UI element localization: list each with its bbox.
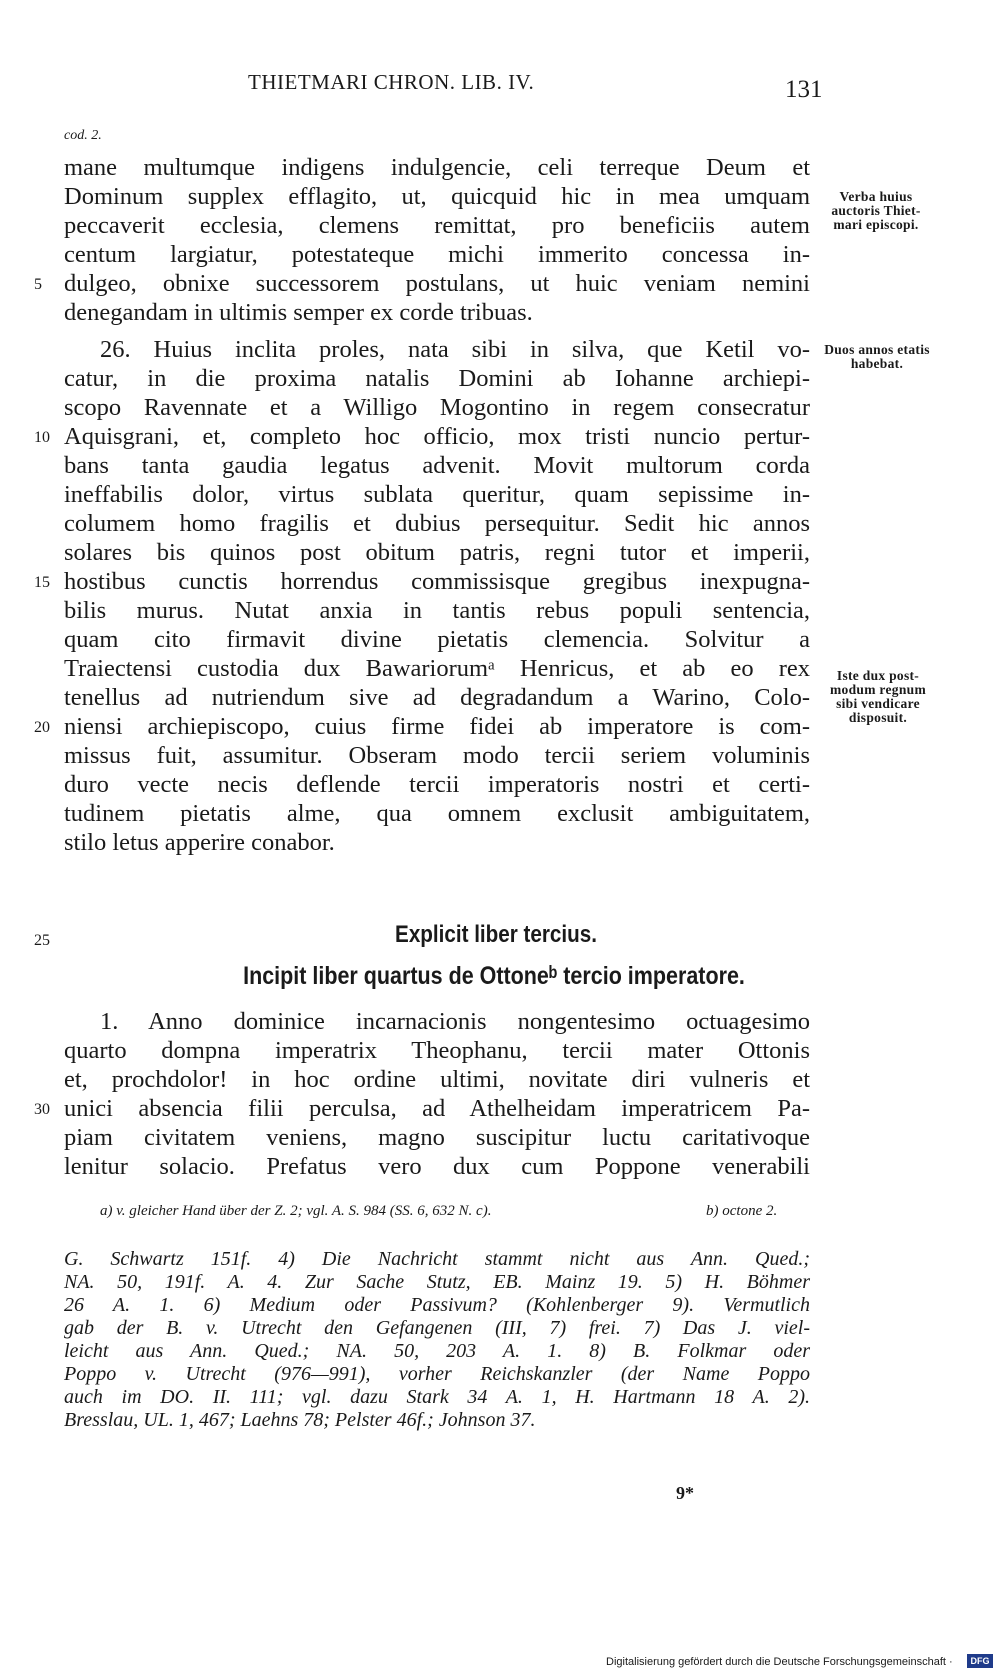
body-line: dulgeo, obnixe successorem postulans, ut huic veniam nemini bbox=[64, 270, 810, 297]
body-line: quam cito firmavit divine pietatis clemencia. Solvitur a bbox=[64, 626, 810, 653]
body-line: Aquisgrani, et, completo hoc officio, mox tristi nuncio pertur- bbox=[64, 423, 810, 450]
body-line: bans tanta gaudia legatus advenit. Movit multorum corda bbox=[64, 452, 810, 479]
body-line: stilo letus apperire conabor. bbox=[64, 829, 335, 856]
footnote-b: b) octone 2. bbox=[706, 1203, 778, 1219]
commentary-line: G. Schwartz 151f. 4) Die Nachricht stammt nicht aus Ann. Qued.; bbox=[64, 1248, 810, 1270]
footnote-a: a) v. gleicher Hand über der Z. 2; vgl. A. S. 984 (SS. 6, 632 N. c). bbox=[100, 1203, 492, 1219]
body-line: 26. Huius inclita proles, nata sibi in silva, que Ketil vo- bbox=[100, 336, 810, 363]
body-line: niensi archiepiscopo, cuius firme fidei ab imperatore is com- bbox=[64, 713, 810, 740]
body-line: catur, in die proxima natalis Domini ab Iohanne archiepi- bbox=[64, 365, 810, 392]
incipit-heading: Incipit liber quartus de Ottoneᵇ tercio imperatore. bbox=[243, 962, 745, 990]
body-line: quarto dompna imperatrix Theophanu, tercii mater Ottonis bbox=[64, 1037, 810, 1064]
body-line: lenitur solacio. Prefatus vero dux cum Poppone venerabili bbox=[64, 1153, 810, 1180]
commentary-line: NA. 50, 191f. A. 4. Zur Sache Stutz, EB. Mainz 19. 5) H. Böhmer bbox=[64, 1271, 810, 1293]
body-line: hostibus cunctis horrendus commissisque gregibus inexpugna- bbox=[64, 568, 810, 595]
line-number: 25 bbox=[34, 932, 50, 949]
signature-mark: 9* bbox=[676, 1483, 694, 1503]
explicit-heading: Explicit liber tercius. bbox=[395, 921, 597, 948]
body-line: centum largiatur, potestateque michi immerito concessa in- bbox=[64, 241, 810, 268]
body-line: missus fuit, assumitur. Obseram modo tercii seriem voluminis bbox=[64, 742, 810, 769]
body-line: 1. Anno dominice incarnacionis nongentesimo octuagesimo bbox=[100, 1008, 810, 1035]
body-line: peccaverit ecclesia, clemens remittat, pro beneficiis autem bbox=[64, 212, 810, 239]
margin-note: Verba huius auctoris Thiet- mari episcopi. bbox=[831, 189, 921, 232]
body-line: mane multumque indigens indulgencie, celi terreque Deum et bbox=[64, 154, 810, 181]
body-line: ineffabilis dolor, virtus sublata queritur, quam sepissime in- bbox=[64, 481, 810, 508]
body-line: unici absencia filii perculsa, ad Athelheidam imperatricem Pa- bbox=[64, 1095, 810, 1122]
body-line: Dominum supplex efflagito, ut, quicquid hic in mea umquam bbox=[64, 183, 810, 210]
body-line: solares bis quinos post obitum patris, regni tutor et imperii, bbox=[64, 539, 810, 566]
line-number: 10 bbox=[34, 429, 50, 446]
body-line: scopo Ravennate et a Willigo Mogontino in regem consecratur bbox=[64, 394, 810, 421]
body-line: Traiectensi custodia dux Bawariorumᵃ Henricus, et ab eo rex bbox=[64, 655, 810, 682]
body-line: tenellus ad nutriendum sive ad degradandum a Warino, Colo- bbox=[64, 684, 810, 711]
margin-note: Duos annos etatis habebat. bbox=[824, 342, 930, 371]
line-number: 15 bbox=[34, 574, 50, 591]
line-number: 20 bbox=[34, 719, 50, 736]
body-line: tudinem pietatis alme, qua omnem exclusit ambiguitatem, bbox=[64, 800, 810, 827]
commentary-line: 26 A. 1. 6) Medium oder Passivum? (Kohlenberger 9). Vermutlich bbox=[64, 1294, 810, 1316]
footer-credit: Digitalisierung gefördert durch die Deutsche Forschungsgemeinschaft · bbox=[606, 1656, 953, 1668]
commentary-line: gab der B. v. Utrecht den Gefangenen (III, 7) frei. 7) Das J. viel- bbox=[64, 1317, 810, 1339]
commentary-line: leicht aus Ann. Qued.; NA. 50, 203 A. 1. 8) B. Folkmar oder bbox=[64, 1340, 810, 1362]
body-line: et, prochdolor! in hoc ordine ultimi, novitate diri vulneris et bbox=[64, 1066, 810, 1093]
body-line: denegandam in ultimis semper ex corde tribuas. bbox=[64, 299, 533, 326]
commentary-line: Bresslau, UL. 1, 467; Laehns 78; Pelster 46f.; Johnson 37. bbox=[64, 1409, 536, 1431]
codex-note: cod. 2. bbox=[64, 128, 102, 143]
body-line: piam civitatem veniens, magno suscipitur luctu caritativoque bbox=[64, 1124, 810, 1151]
page-number: 131 bbox=[785, 76, 823, 103]
margin-note: Iste dux post- modum regnum sibi vendicare disposuit. bbox=[830, 668, 926, 725]
dfg-logo: DFG bbox=[967, 1654, 993, 1668]
body-line: bilis murus. Nutat anxia in tantis rebus populi sentencia, bbox=[64, 597, 810, 624]
commentary-line: Poppo v. Utrecht (976—991), vorher Reichskanzler (der Name Poppo bbox=[64, 1363, 810, 1385]
line-number: 30 bbox=[34, 1101, 50, 1118]
running-title: THIETMARI CHRON. LIB. IV. bbox=[248, 70, 535, 94]
commentary-line: auch im DO. II. 111; vgl. dazu Stark 34 A. 1, H. Hartmann 18 A. 2). bbox=[64, 1386, 810, 1408]
body-line: duro vecte necis deflende tercii imperatoris nostri et certi- bbox=[64, 771, 810, 798]
line-number: 5 bbox=[34, 276, 42, 293]
body-line: columem homo fragilis et dubius persequitur. Sedit hic annos bbox=[64, 510, 810, 537]
